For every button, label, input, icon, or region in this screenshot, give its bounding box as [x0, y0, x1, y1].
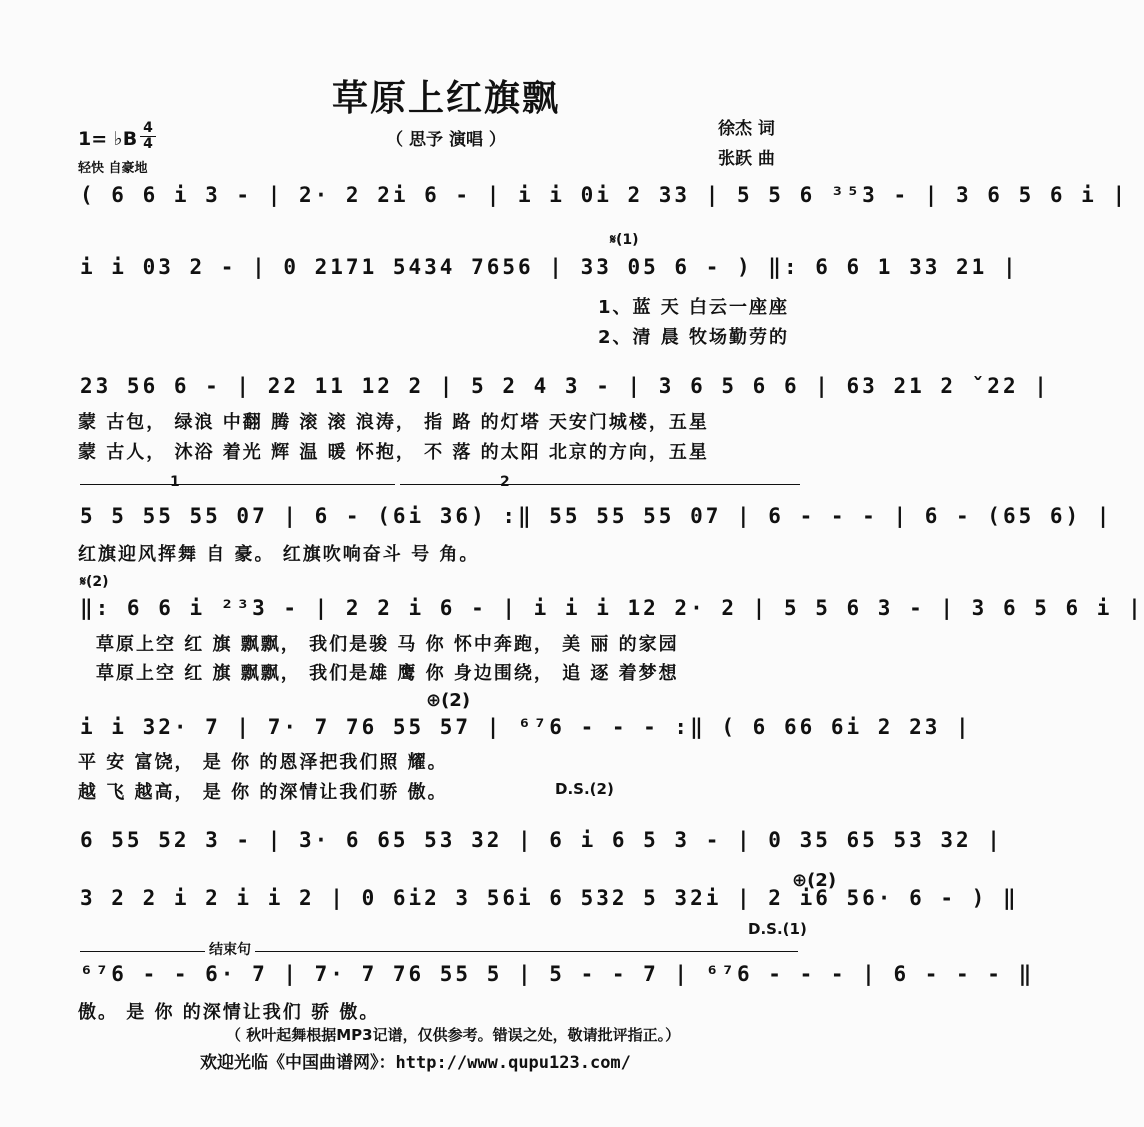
lyric-row-3-verse-1: 蒙 古包， 绿浪 中翻 腾 滚 滚 浪涛， 指 路 的灯塔 天安门城楼，五星	[78, 412, 709, 433]
time-signature	[140, 121, 156, 152]
verse-intro-line-2: 2、清 晨 牧场勤劳的	[598, 327, 790, 348]
ds-1-marking: D.S.(1)	[748, 920, 807, 938]
key-signature: 1= ♭B	[78, 128, 138, 150]
verse-intro-line-1: 1、蓝 天 白云一座座	[598, 297, 790, 318]
lyric-row-6-verse-2: 越 飞 越高， 是 你 的深情让我们骄 傲。	[78, 782, 448, 803]
score-row-2: i i 03 2 - | 0 2171 5434 7656 | 33 05 6 - ) ‖: 6 6 1 33 21 |	[80, 255, 1019, 279]
lyric-row-9: 傲。 是 你 的深情让我们 骄 傲。	[78, 1002, 380, 1023]
coda-mark-2: ⊕(2)	[792, 870, 837, 891]
score-row-1: ( 6 6 i 3 - | 2· 2 2i 6 - | i i 0i 2 33 | 5 5 6 ³⁵3 - | 3 6 5 6 i |	[80, 183, 1129, 207]
volta-1-label: 1	[170, 474, 180, 490]
lyric-row-4: 红旗迎风挥舞 自 豪。 红旗吹响奋斗 号 角。	[78, 544, 480, 565]
lyricist-credit: 徐杰 词	[718, 119, 775, 139]
ds-2-marking: D.S.(2)	[555, 780, 614, 798]
score-row-6: i i 32· 7 | 7· 7 76 55 57 | ⁶⁷6 - - - :‖ ( 6 66 6i 2 23 |	[80, 715, 972, 739]
lyric-row-3-verse-2: 蒙 古人， 沐浴 着光 辉 温 暖 怀抱， 不 落 的太阳 北京的方向，五星	[78, 442, 709, 463]
segno-2: 𝄋(2)	[80, 574, 109, 590]
ending-label: 结束句	[205, 939, 255, 959]
lyric-row-5-verse-1: 草原上空 红 旗 飘飘， 我们是骏 马 你 怀中奔跑， 美 丽 的家园	[96, 634, 679, 655]
time-signature-top: 4	[143, 120, 153, 136]
page-title: 草原上红旗飘	[331, 78, 560, 119]
site-credit: 欢迎光临《中国曲谱网》：http://www.qupu123.com/	[200, 1053, 631, 1073]
score-row-4: 5 5 55 55 07 | 6 - (6i 36) :‖ 55 55 55 07 | 6 - - - | 6 - (65 6) |	[80, 504, 1113, 528]
coda-mark-1: ⊕(2)	[426, 690, 471, 711]
score-row-9: ⁶⁷6 - - 6· 7 | 7· 7 76 55 5 | 5 - - 7 | ⁶⁷6 - - - | 6 - - - ‖	[80, 962, 1035, 986]
lyric-row-5-verse-2: 草原上空 红 旗 飘飘， 我们是雄 鹰 你 身边围绕， 追 逐 着梦想	[96, 663, 679, 684]
lyric-row-6-verse-1: 平 安 富饶， 是 你 的恩泽把我们照 耀。	[78, 752, 448, 773]
score-row-7: 6 55 52 3 - | 3· 6 65 53 32 | 6 i 6 5 3 - | 0 35 65 53 32 |	[80, 828, 1003, 852]
composer-credit: 张跃 曲	[718, 149, 775, 169]
volta-1-bracket	[80, 484, 395, 485]
segno-1: 𝄋(1)	[610, 232, 639, 248]
ending-bracket	[80, 951, 798, 952]
score-row-8: 3 2 2 i 2 i i 2 | 0 6i2 3 56i 6 532 5 32i | 2 i6 56· 6 - ) ‖	[80, 886, 1019, 910]
volta-2-bracket	[400, 484, 800, 485]
performer-subtitle: （ 思予 演唱 ）	[386, 130, 506, 150]
score-row-3: 23 56 6 - | 22 11 12 2 | 5 2 4 3 - | 3 6 5 6 6 | 63 21 2 ˇ22 |	[80, 374, 1050, 398]
tempo-marking: 轻快 自豪地	[78, 161, 148, 176]
transcription-note: （ 秋叶起舞根据MP3记谱，仅供参考。错误之处，敬请批评指正。）	[226, 1026, 681, 1044]
score-row-5: ‖: 6 6 i ²³3 - | 2 2 i 6 - | i i i 12 2· 2 | 5 5 6 3 - | 3 6 5 6 i |	[80, 596, 1144, 620]
volta-2-label: 2	[500, 474, 510, 490]
time-signature-bottom: 4	[143, 136, 153, 152]
